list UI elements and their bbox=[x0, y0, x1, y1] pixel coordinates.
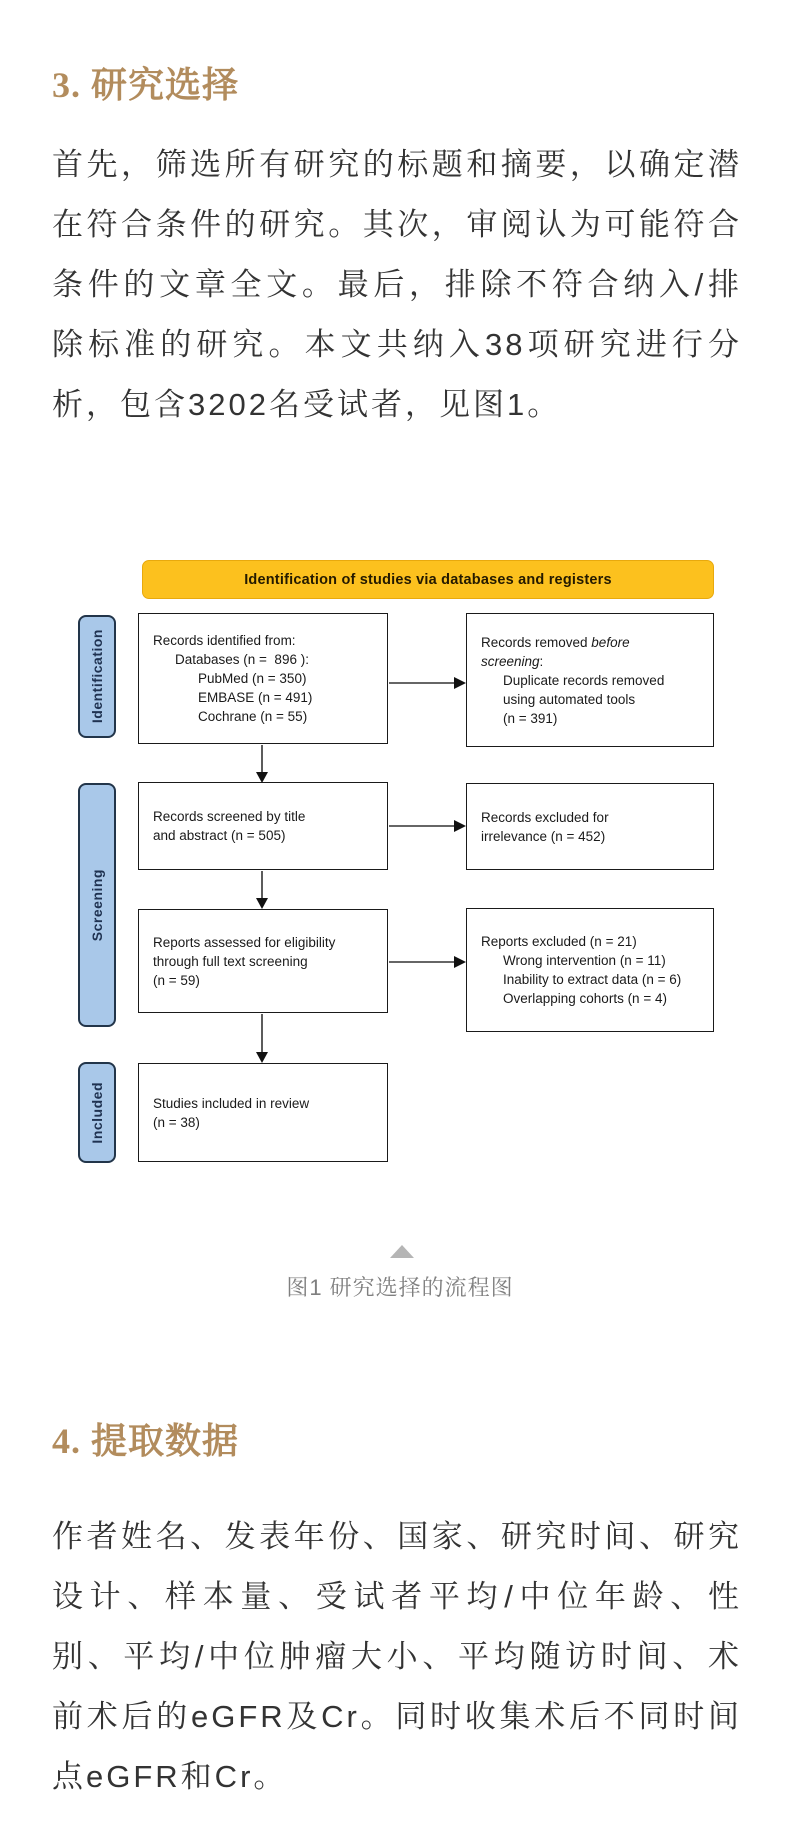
section-3-paragraph: 首先，筛选所有研究的标题和摘要，以确定潜在符合条件的研究。其次，审阅认为可能符合条件的文章全文。最后，排除不符合纳入/排除标准的研究。本文共纳入38项研究进行分析，包含3202名受试者，见图1。 bbox=[52, 147, 742, 422]
flow-box-reports-assessed: Reports assessed for eligibility through full text screening (n = 59) bbox=[138, 909, 388, 1013]
flow-box-studies-included: Studies included in review (n = 38) bbox=[138, 1063, 388, 1162]
section-3-heading: 3. 研究选择 bbox=[52, 64, 240, 105]
stage-label-identification: Identification bbox=[78, 615, 116, 738]
stage-label-included: Included bbox=[78, 1062, 116, 1163]
flow-box-records-excluded: Records excluded for irrelevance (n = 452) bbox=[466, 783, 714, 870]
flow-box-records-identified: Records identified from: Databases (n = 896 ): PubMed (n = 350) EMBASE (n = 491) Cochrane (n = 55) bbox=[138, 613, 388, 744]
section-4-paragraph: 作者姓名、发表年份、国家、研究时间、研究设计、样本量、受试者平均/中位年龄、性别、平均/中位肿瘤大小、平均随访时间、术前术后的eGFR及Cr。同时收集术后不同时间点eGFR和Cr。 bbox=[52, 1519, 742, 1794]
flow-box-records-screened: Records screened by title and abstract (n = 505) bbox=[138, 782, 388, 870]
collapse-triangle-icon bbox=[390, 1245, 414, 1258]
section-4-heading: 4. 提取数据 bbox=[52, 1420, 240, 1461]
flow-box-records-removed: Records removed before screening: Duplicate records removed using automated tools (n = 391) bbox=[466, 613, 714, 747]
flow-box-reports-excluded: Reports excluded (n = 21) Wrong intervention (n = 11) Inability to extract data (n = 6) Overlapping cohorts (n = 4) bbox=[466, 908, 714, 1032]
figure-caption: 图1 研究选择的流程图 bbox=[286, 1275, 514, 1300]
stage-label-screening: Screening bbox=[78, 783, 116, 1027]
diagram-banner: Identification of studies via databases and registers bbox=[142, 560, 714, 599]
